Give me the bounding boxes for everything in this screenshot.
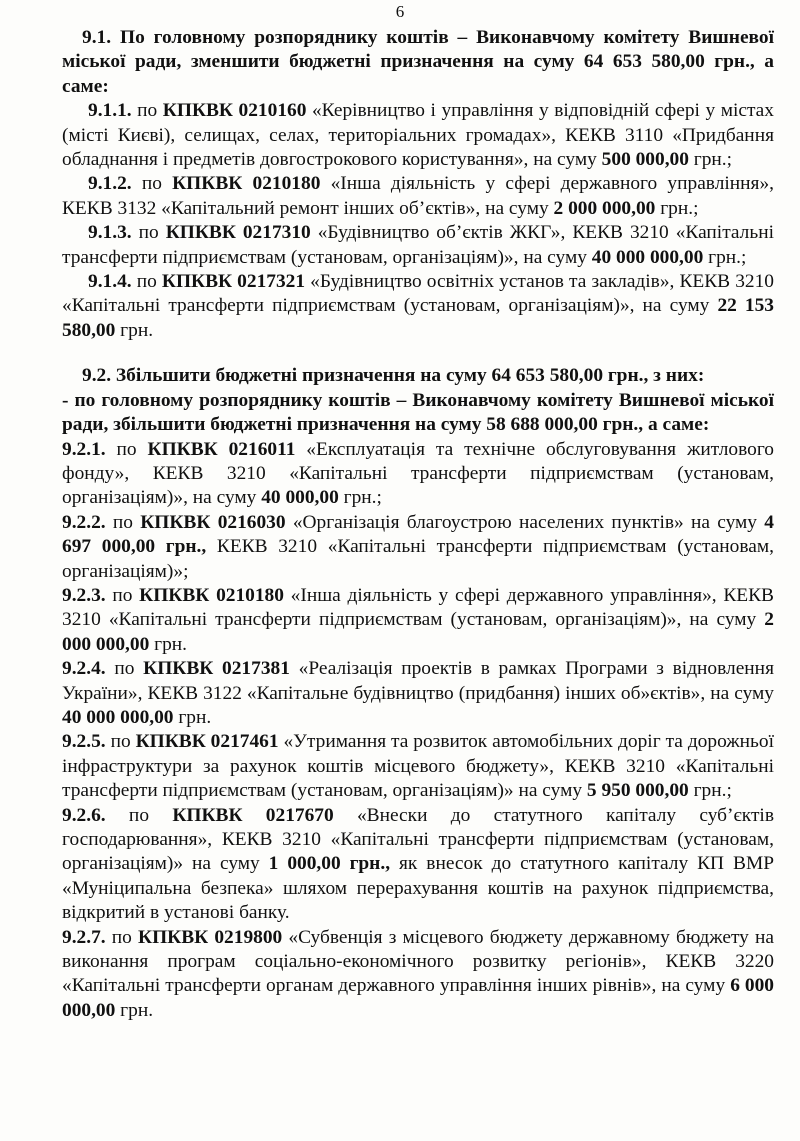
page-number: 6: [395, 2, 405, 21]
item-number: 9.1.4.: [88, 271, 132, 293]
program-code: КПКВК 0210180: [139, 584, 284, 606]
item-amount: 5 950 000,00: [586, 780, 689, 802]
item-amount: 40 000 000,00: [62, 706, 174, 728]
item-text: «Керівництво і управління у відповідній сфері у містах (місті Києві), селищах, селах, територіальних громадах», КЕКВ 3110 «Придбання обладнання і предметів довгострокового користування», на суму: [62, 100, 774, 171]
item-tail: як внесок до статутного капіталу КП ВМР «Муніципальна безпека» шляхом перерахування коштів на рахунок підприємства, відкритий в установі банку.: [62, 853, 774, 924]
item-text: «Інша діяльність у сфері державного управління», КЕКВ 3132 «Капітальний ремонт інших об’єктів», на суму: [62, 173, 774, 219]
item-number: 9.2.6.: [62, 804, 106, 826]
item-tail: грн.;: [703, 246, 747, 268]
item-amount: 6 000 000,00: [62, 975, 774, 1021]
program-code: КПКВК 0217461: [135, 731, 279, 753]
program-code: КПКВК 0217381: [143, 658, 290, 680]
program-code: КПКВК 0210180: [172, 173, 321, 195]
item-prefix: по: [105, 511, 141, 533]
item-tail: грн.: [115, 319, 154, 341]
item-tail: грн.;: [655, 197, 699, 219]
section-heading-text: 9.2. Збільшити бюджетні призначення на суму 64 653 580,00 грн., з них:: [82, 365, 705, 387]
item-number: 9.2.5.: [62, 731, 106, 753]
item-number: 9.2.7.: [62, 926, 106, 948]
section-9-2-heading: [62, 364, 774, 388]
item-tail: КЕКВ 3210 «Капітальні трансферти підприємствам (установам, організаціям)»;: [62, 536, 774, 582]
item-tail: грн.;: [688, 149, 733, 171]
program-code: КПКВК 0216011: [147, 438, 296, 460]
item-9-1-1: [62, 99, 774, 172]
item-text: «Будівництво об’єктів ЖКГ», КЕКВ 3210 «Капітальні трансферти підприємствам (установам, організаціям)», на суму: [62, 222, 774, 268]
section-number: 9.1.: [82, 27, 112, 48]
item-9-2-4: [62, 657, 774, 730]
program-code: КПКВК 0216030: [140, 511, 286, 533]
item-tail: грн.;: [688, 780, 732, 802]
item-prefix: по: [105, 658, 144, 680]
item-prefix: по: [131, 271, 162, 293]
item-9-1-2: [62, 172, 774, 221]
item-tail: грн.: [149, 633, 187, 655]
item-text: «Організація благоустрою населених пунктів» на суму: [285, 511, 765, 533]
section-9-1-heading: [62, 26, 774, 99]
item-amount: 40 000 000,00: [591, 246, 704, 268]
program-code: КПКВК 0210160: [162, 100, 307, 122]
item-9-2-3: [62, 584, 774, 657]
item-text: «Будівництво освітніх установ та закладів», КЕКВ 3210 «Капітальні трансферти підприємствам (установам, організаціям)», на суму: [62, 271, 774, 317]
item-9-2-1: [62, 438, 774, 511]
item-number: 9.2.2.: [62, 511, 106, 533]
item-amount: 500 000,00: [601, 149, 689, 171]
item-text: «Утримання та розвиток автомобільних доріг та дорожньої інфраструктури за рахунок коштів місцевого бюджету», КЕКВ 3210 «Капітальні трансферти підприємствам (установам, організаціям)» на суму: [62, 731, 774, 802]
program-code: КПКВК 0217310: [165, 222, 311, 244]
item-prefix: по: [105, 926, 139, 948]
program-code: КПКВК 0217321: [161, 271, 306, 293]
item-number: 9.2.1.: [62, 438, 106, 460]
item-tail: грн.: [115, 999, 154, 1021]
item-prefix: по: [131, 173, 173, 195]
item-prefix: по: [131, 100, 163, 122]
item-amount: 2 000 000,00: [553, 197, 656, 219]
program-code: КПКВК 0219800: [138, 926, 283, 948]
item-prefix: по: [105, 804, 173, 826]
item-amount: 40 000,00: [261, 487, 339, 509]
item-9-2-5: [62, 730, 774, 803]
item-number: 9.1.3.: [88, 222, 132, 244]
item-text: «Внески до статутного капіталу суб’єктів господарювання», КЕКВ 3210 «Капітальні трансферти підприємствам (установам, організаціям)» на суму: [62, 804, 774, 875]
item-text: «Субвенція з місцевого бюджету державному бюджету на виконання програм соціально-економічного розвитку регіонів», КЕКВ 3220 «Капітальні трансферти органам державного управління інших рівнів», на суму: [62, 926, 774, 997]
item-text: «Інша діяльність у сфері державного управління», КЕКВ 3210 «Капітальні трансферти підприємствам (установам, організаціям)», на суму: [62, 584, 774, 631]
item-amount: 2 000 000,00: [62, 609, 774, 655]
item-amount: 4 697 000,00 грн.,: [62, 511, 774, 558]
item-9-2-7: [62, 926, 774, 1024]
item-number: 9.2.3.: [62, 584, 106, 606]
item-prefix: по: [105, 438, 148, 460]
item-9-2-6: [62, 804, 774, 926]
item-prefix: по: [105, 731, 136, 753]
subheading-text: - по головному розпоряднику коштів – Виконавчому комітету Вишневої міської ради, збільшити бюджетні призначення на суму 58 688 000,00 грн., а саме:: [62, 389, 774, 436]
section-9-2-subheading: [62, 389, 774, 438]
item-9-1-3: [62, 221, 774, 270]
program-code: КПКВК 0217670: [172, 804, 334, 826]
item-prefix: по: [105, 584, 140, 606]
item-text: «Експлуатація та технічне обслуговування житлового фонду», КЕКВ 3210 «Капітальні трансферти підприємствам (установам, організаціям)», на суму: [62, 438, 774, 509]
item-tail: грн.: [173, 706, 212, 728]
item-number: 9.1.2.: [88, 173, 132, 195]
item-amount: 22 153 580,00: [62, 295, 774, 341]
item-tail: грн.;: [338, 487, 382, 509]
item-number: 9.1.1.: [88, 100, 132, 122]
item-number: 9.2.4.: [62, 658, 106, 680]
document-body: [62, 26, 774, 1023]
item-prefix: по: [131, 222, 166, 244]
item-9-2-2: [62, 511, 774, 584]
item-text: «Реалізація проектів в рамках Програми з відновлення України», КЕКВ 3122 «Капітальне будівництво (придбання) інших об»єктів», на суму: [62, 658, 774, 704]
item-9-1-4: [62, 270, 774, 343]
section-heading-text: По головному розпоряднику коштів – Виконавчому комітету Вишневої міської ради, зменшити бюджетні призначення на суму 64 653 580,00 грн., а саме:: [62, 27, 774, 97]
section-gap: [62, 343, 774, 364]
item-amount: 1 000,00 грн.,: [268, 853, 391, 875]
